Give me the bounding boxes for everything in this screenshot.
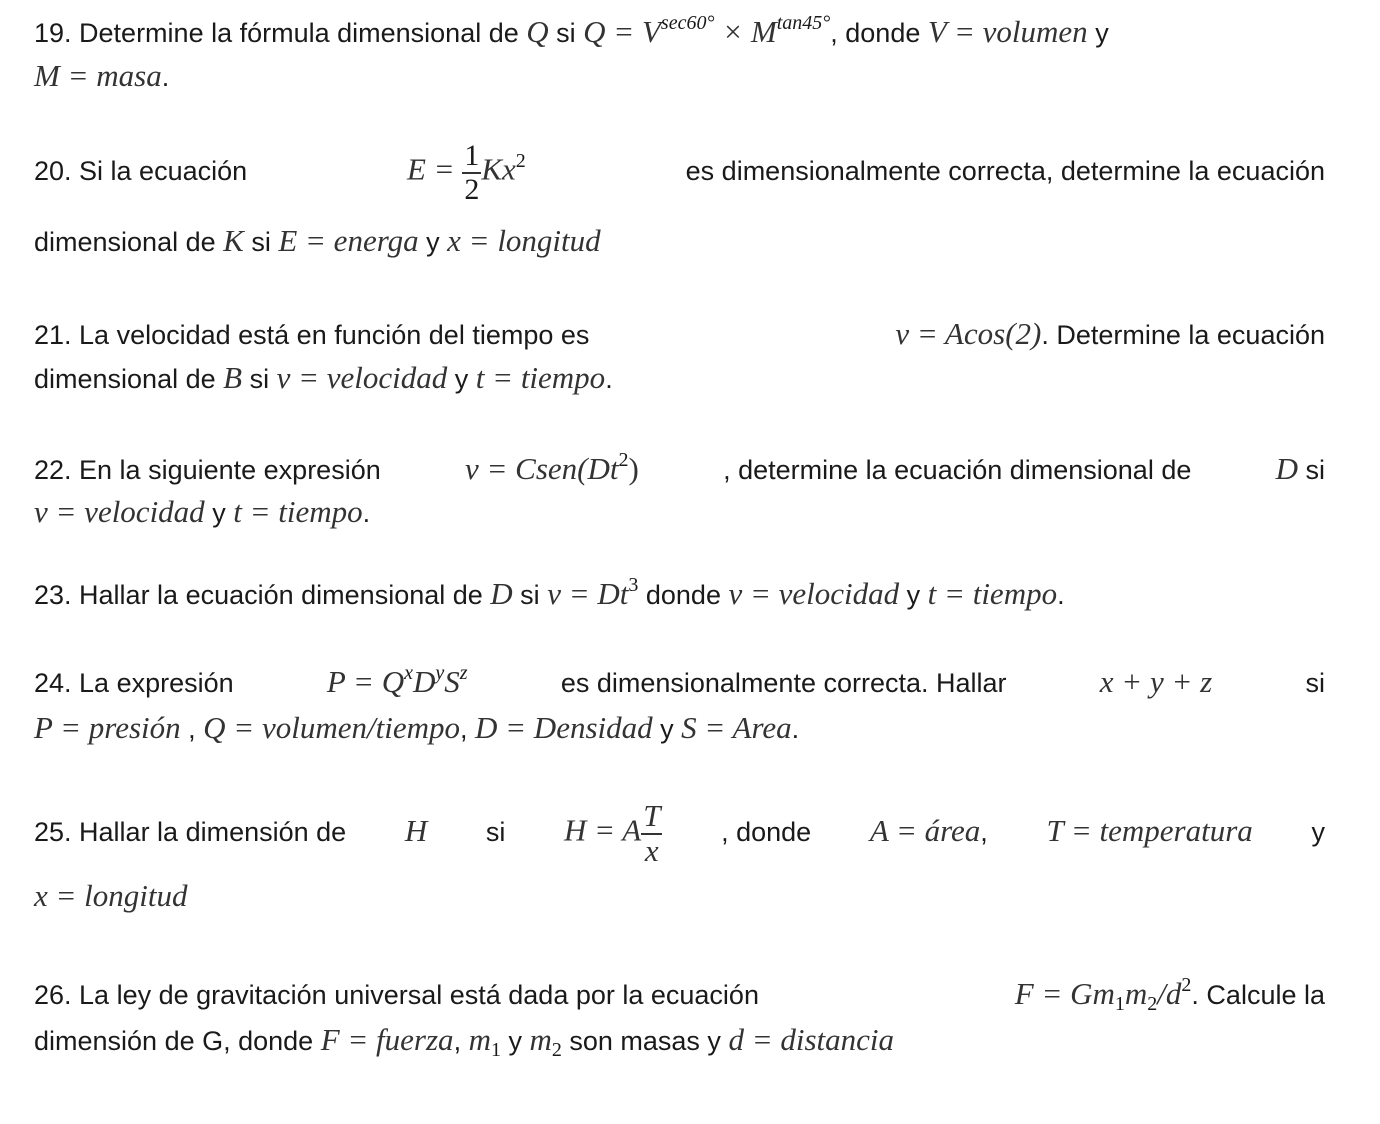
text-y: y xyxy=(500,1026,530,1056)
math-definition: v = velocidad xyxy=(34,494,205,529)
math-exponent: y xyxy=(435,662,445,684)
math-q: Q xyxy=(526,14,549,49)
text-donde: , donde xyxy=(721,816,812,847)
text-y: y xyxy=(418,227,448,257)
text-donde: , donde xyxy=(830,18,928,48)
math-equation xyxy=(326,662,468,699)
math-equation: × M xyxy=(714,14,777,49)
math-m1: m xyxy=(468,1022,491,1057)
text-y: y xyxy=(652,714,682,744)
problem-20-line-1 xyxy=(34,140,1325,205)
math-equation: v = Csen(Dt xyxy=(464,451,619,486)
math-definition: t = tiempo xyxy=(233,494,363,529)
fraction xyxy=(641,800,662,867)
math-definition: A = área xyxy=(869,812,981,848)
math-lhs: H = A xyxy=(564,812,642,848)
math-definition: t = tiempo xyxy=(927,576,1058,611)
text-si: si xyxy=(548,18,584,48)
fraction-numerator: T xyxy=(643,798,661,833)
text-si: si xyxy=(485,816,506,847)
fraction-denominator: x xyxy=(644,832,659,868)
text-period: . xyxy=(791,714,800,744)
math-lhs: E = xyxy=(407,151,463,187)
math-exponent: 2 xyxy=(515,149,526,172)
problem-23-line xyxy=(34,574,1065,611)
problem-22-text: , determine la ecuación dimensional de xyxy=(723,455,1192,485)
math-exponent: z xyxy=(459,662,468,684)
problem-24-text: 24. La expresión xyxy=(34,668,234,698)
math-term: P = Q xyxy=(326,664,405,699)
math-definition: T = temperatura xyxy=(1046,812,1253,848)
text-comma: , xyxy=(980,816,988,847)
problem-26-line-1 xyxy=(34,974,1325,1015)
problem-22-line-2 xyxy=(34,496,370,527)
text-si: si xyxy=(1305,668,1325,698)
problem-25-text: 25. Hallar la dimensión de xyxy=(34,816,347,847)
problem-21-line-2 xyxy=(34,362,613,393)
math-definition: Q = volumen/tiempo xyxy=(203,710,460,745)
math-definition: M = masa xyxy=(34,58,162,93)
problem-26-text: . Calcule la xyxy=(1191,980,1325,1010)
problem-26-text: 26. La ley de gravitación universal está dada por la ecuación xyxy=(34,980,759,1010)
math-definition: V = volumen xyxy=(927,14,1088,49)
math-sum: x + y + z xyxy=(1099,664,1213,699)
problem-20-text: 20. Si la ecuación xyxy=(34,155,248,186)
problem-20-text: es dimensionalmente correcta, determine la ecuación xyxy=(685,155,1325,186)
problem-22-line-1 xyxy=(34,449,1325,486)
math-definition: v = velocidad xyxy=(728,576,900,611)
math-paren: ) xyxy=(628,451,639,486)
math-equation: F = Gm xyxy=(1014,976,1115,1011)
text-y: y xyxy=(1311,816,1325,847)
math-term: Kx xyxy=(481,151,516,187)
math-exponent: tan45° xyxy=(776,12,831,34)
math-definition: D = Densidad xyxy=(475,710,653,745)
problem-25-line-2 xyxy=(34,880,188,911)
math-definition: P = presión xyxy=(34,710,181,745)
math-k: K xyxy=(223,223,244,258)
math-definition: S = Area xyxy=(681,710,792,745)
math-equation: m xyxy=(1124,976,1148,1011)
text-comma: , xyxy=(459,714,475,744)
math-subscript: 1 xyxy=(490,1039,501,1061)
math-subscript: 2 xyxy=(1147,993,1158,1015)
math-equation: v = Acos(2) xyxy=(895,316,1042,351)
text-y: y xyxy=(204,498,234,528)
text-period: . xyxy=(605,364,613,394)
text-comma: , xyxy=(453,1026,469,1056)
math-exponent: 3 xyxy=(628,574,639,596)
math-term: S xyxy=(444,664,460,699)
math-exponent: 2 xyxy=(1181,974,1192,996)
problem-23-text: 23. Hallar la ecuación dimensional de xyxy=(34,580,491,610)
math-definition: F = fuerza xyxy=(320,1022,454,1057)
problem-24-text: es dimensionalmente correcta. Hallar xyxy=(560,668,1007,698)
math-equation: Q = V xyxy=(583,14,661,49)
problem-26-text: dimensión de G, donde xyxy=(34,1026,321,1056)
text-period: . xyxy=(161,62,170,92)
text-donde: donde xyxy=(638,580,729,610)
text-si: si xyxy=(1298,455,1325,485)
text-y: y xyxy=(1087,18,1109,48)
problem-20-line-2 xyxy=(34,225,601,256)
text-si: si xyxy=(512,580,548,610)
math-definition: t = tiempo xyxy=(475,360,606,395)
math-exponent: 2 xyxy=(618,449,629,471)
text-si: si xyxy=(243,227,279,257)
problem-20-text: dimensional de xyxy=(34,227,224,257)
problem-19-line-1 xyxy=(34,12,1109,49)
problem-19-text: 19. Determine la fórmula dimensional de xyxy=(34,18,527,48)
math-subscript: 2 xyxy=(551,1039,562,1061)
math-definition: E = energa xyxy=(278,223,419,258)
problem-24-line-1 xyxy=(34,662,1325,699)
problem-26-text: son masas y xyxy=(561,1026,729,1056)
fraction xyxy=(462,140,481,205)
problem-21-line-1 xyxy=(34,318,1325,349)
math-definition: x = longitud xyxy=(34,878,188,913)
text-period: . xyxy=(1057,580,1065,610)
math-equation: v = Dt xyxy=(547,576,629,611)
problem-24-line-2 xyxy=(34,712,799,743)
math-definition: v = velocidad xyxy=(276,360,448,395)
problem-21-text: 21. La velocidad está en función del tiempo es xyxy=(34,320,590,350)
math-d: D xyxy=(1275,451,1298,486)
fraction-numerator: 1 xyxy=(464,139,480,172)
text-si: si xyxy=(242,364,277,394)
text-comma: , xyxy=(180,714,204,744)
math-equation: /d xyxy=(1157,976,1182,1011)
problem-25-line-1 xyxy=(34,800,1325,867)
problem-22-text: 22. En la siguiente expresión xyxy=(34,455,381,485)
math-equation xyxy=(564,800,662,867)
problem-21-text: . Determine la ecuación xyxy=(1041,320,1325,350)
math-exponent: sec60° xyxy=(660,12,715,34)
text-y: y xyxy=(447,364,476,394)
problem-21-text: dimensional de xyxy=(34,364,224,394)
math-d: D xyxy=(490,576,513,611)
math-term: D xyxy=(412,664,436,699)
text-y: y xyxy=(899,580,928,610)
text-period: . xyxy=(362,498,371,528)
problem-26-line-2 xyxy=(34,1022,895,1061)
math-definition: d = distancia xyxy=(728,1022,895,1057)
math-definition: x = longitud xyxy=(447,223,601,258)
problem-19-line-2 xyxy=(34,60,169,91)
math-h: H xyxy=(404,812,428,848)
math-exponent: x xyxy=(404,662,413,684)
fraction-denominator: 2 xyxy=(464,172,480,206)
math-equation xyxy=(407,140,526,205)
math-subscript: 1 xyxy=(1114,993,1125,1015)
math-b: B xyxy=(223,360,243,395)
math-m2: m xyxy=(529,1022,552,1057)
